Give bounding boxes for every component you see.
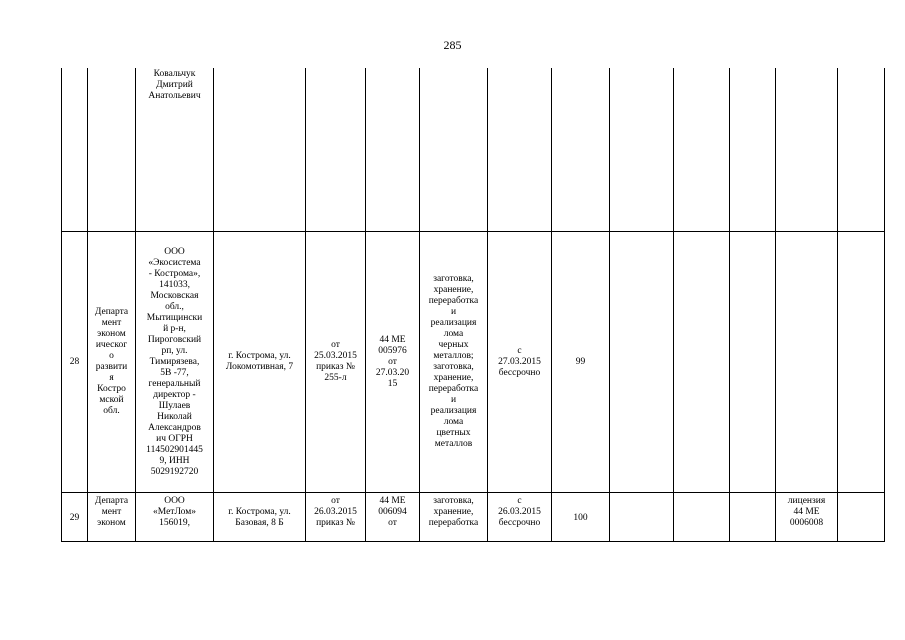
cell-note: лицензия 44 МЕ 0006008 bbox=[776, 493, 838, 542]
cell-empty bbox=[610, 68, 674, 232]
cell-reg: 99 bbox=[552, 232, 610, 493]
page-number: 285 bbox=[443, 38, 462, 52]
cell-address: г. Кострома, ул. Базовая, 8 Б bbox=[214, 493, 306, 542]
cell-empty bbox=[838, 493, 885, 542]
cell-num: 29 bbox=[62, 493, 88, 542]
cell-empty bbox=[610, 493, 674, 542]
license-registry-table bbox=[61, 68, 885, 542]
cell-authority: Департа мент эконом bbox=[88, 493, 136, 542]
cell-term: с 26.03.2015 бессрочно bbox=[488, 493, 552, 542]
cell-license: 44 МЕ 006094 от bbox=[366, 493, 420, 542]
cell-reg bbox=[552, 68, 610, 232]
cell-num: 28 bbox=[62, 232, 88, 493]
table-row bbox=[62, 232, 885, 493]
cell-empty bbox=[838, 68, 885, 232]
cell-empty bbox=[674, 493, 730, 542]
cell-empty bbox=[674, 232, 730, 493]
cell-reg: 100 bbox=[552, 493, 610, 542]
cell-company: ООО «МетЛом» 156019, bbox=[136, 493, 214, 542]
cell-activity: заготовка, хранение, переработка bbox=[420, 493, 488, 542]
cell-empty bbox=[730, 493, 776, 542]
cell-empty bbox=[730, 232, 776, 493]
cell-activity: заготовка, хранение, переработка и реализация лома черных металлов; заготовка, хранение, переработка и реализация лома цветных металлов bbox=[420, 232, 488, 493]
cell-authority bbox=[88, 68, 136, 232]
cell-license bbox=[366, 68, 420, 232]
cell-address bbox=[214, 68, 306, 232]
cell-empty bbox=[674, 68, 730, 232]
cell-empty bbox=[610, 232, 674, 493]
cell-address: г. Кострома, ул. Локомотивная, 7 bbox=[214, 232, 306, 493]
cell-term: с 27.03.2015 бессрочно bbox=[488, 232, 552, 493]
cell-company: Ковальчук Дмитрий Анатольевич bbox=[136, 68, 214, 232]
cell-authority: Департа мент эконом ическог о развити я Костро мской обл. bbox=[88, 232, 136, 493]
table-row bbox=[62, 493, 885, 542]
cell-company: ООО «Экосистема - Кострома», 141033, Московская обл., Мытищински й р-н, Пироговский рп, ул. Тимирязева, 5В -77, генеральный директор - Шулаев Николай Александров ич ОГРН 114502901445 9, ИНН 5029192720 bbox=[136, 232, 214, 493]
cell-order bbox=[306, 68, 366, 232]
cell-order: от 25.03.2015 приказ № 255-л bbox=[306, 232, 366, 493]
cell-note bbox=[776, 232, 838, 493]
cell-license: 44 МЕ 005976 от 27.03.20 15 bbox=[366, 232, 420, 493]
cell-note bbox=[776, 68, 838, 232]
table-row bbox=[62, 68, 885, 232]
cell-term bbox=[488, 68, 552, 232]
cell-empty bbox=[838, 232, 885, 493]
cell-activity bbox=[420, 68, 488, 232]
cell-empty bbox=[730, 68, 776, 232]
cell-order: от 26.03.2015 приказ № bbox=[306, 493, 366, 542]
cell-num bbox=[62, 68, 88, 232]
